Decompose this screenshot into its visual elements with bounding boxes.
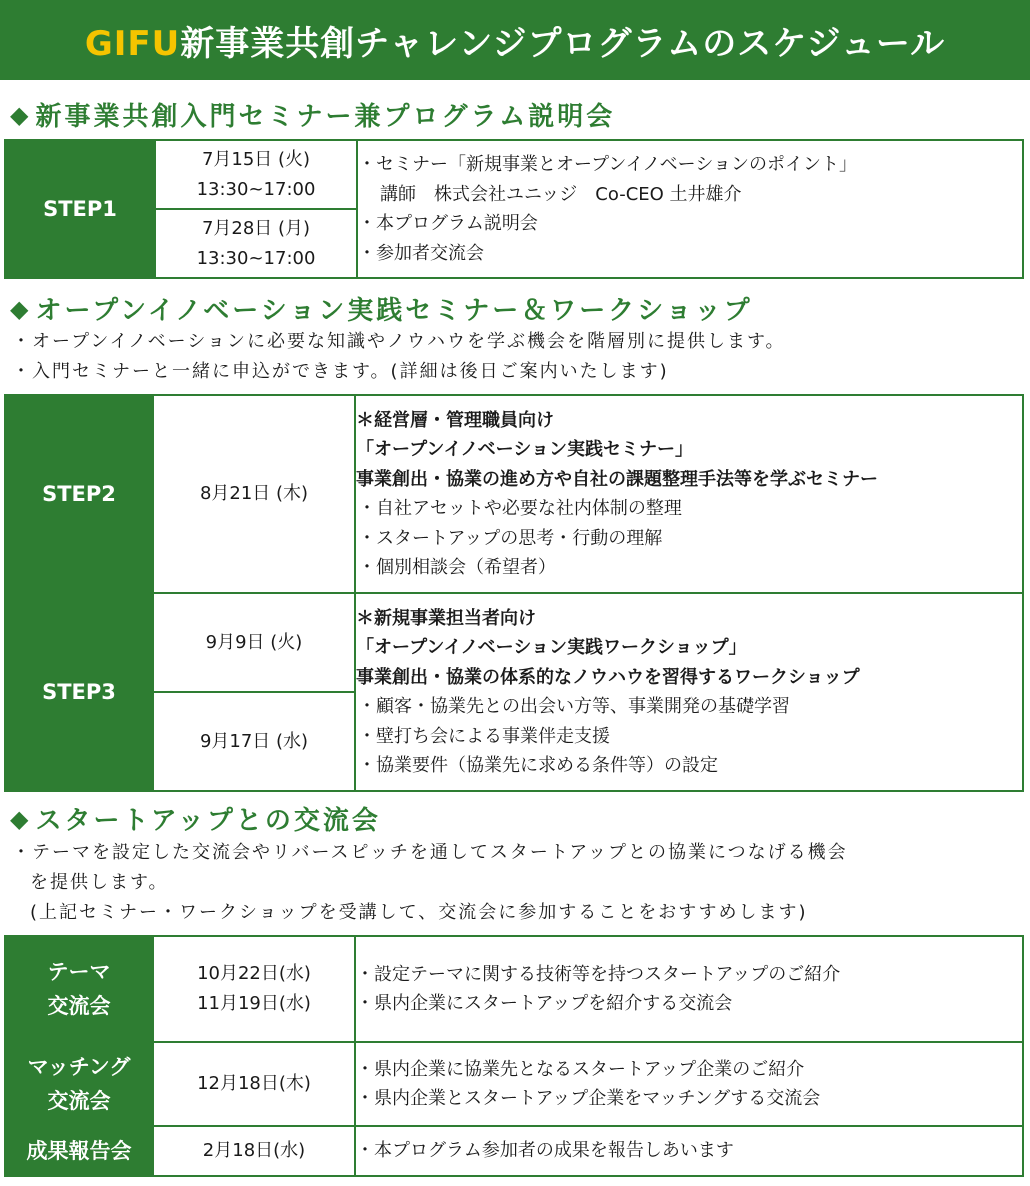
results-report-label: 成果報告会 [5, 1126, 153, 1176]
diamond-icon: ◆ [10, 100, 32, 129]
section1-table [4, 139, 1024, 279]
section2-title: オープンイノベーション実践セミナー＆ワークショップ [35, 296, 753, 326]
diamond-icon: ◆ [10, 294, 32, 323]
detail-line: ・本プログラム説明会 [358, 213, 538, 234]
section3-note-3: (上記セミナー・ワークショップを受講して、交流会に参加することをおすすめします) [30, 902, 808, 923]
step2-summary: 事業創出・協業の進め方や自社の課題整理手法等を学ぶセミナー [356, 468, 878, 490]
date-day: 7月15日 (火) [201, 148, 311, 170]
exchange-matching-label [5, 1042, 153, 1126]
detail-line: ・設定テーマに関する技術等を持つスタートアップのご紹介 [356, 963, 841, 985]
section2-note-2: ・入門セミナーと一緒に申込ができます。(詳細は後日ご案内いたします) [12, 361, 669, 382]
results-report-details: ・本プログラム参加者の成果を報告しあいます [355, 1126, 1023, 1176]
diamond-icon: ◆ [10, 804, 32, 833]
results-report-date: 2月18日(水) [153, 1126, 355, 1176]
step3-item: ・協業要件（協業先に求める条件等）の設定 [358, 755, 718, 776]
step3-summary: 事業創出・協業の体系的なノウハウを習得するワークショップ [356, 666, 860, 688]
detail-line: ・県内企業とスタートアップ企業をマッチングする交流会 [356, 1088, 821, 1109]
label-line: 交流会 [47, 994, 111, 1018]
date-time: 13:30~17:00 [196, 247, 316, 269]
section3-table [4, 935, 1024, 1177]
step2-name: 「オープンイノベーション実践セミナー」 [356, 439, 693, 460]
step3-item: ・壁打ち会による事業伴走支援 [358, 725, 610, 747]
exchange-matching-details [355, 1042, 1023, 1126]
step1-label: STEP1 [5, 140, 155, 278]
exchange-theme-dates [153, 936, 355, 1042]
detail-line: ・セミナー「新規事業とオープンイノベーションのポイント」 [358, 154, 857, 175]
step3-date-1: 9月9日 (火) [153, 593, 355, 692]
step1-date-2 [155, 209, 357, 278]
title-text: 新事業共創チャレンジプログラムのスケジュール [180, 23, 946, 64]
detail-line: 講師 株式会社ユニッジ Co-CEO 土井雄介 [380, 183, 742, 205]
title-banner [0, 0, 1030, 80]
title-brand: GIFU [84, 23, 181, 64]
step2-label: STEP2 [5, 395, 153, 593]
label-line: テーマ [47, 960, 111, 984]
detail-line: ・県内企業に協業先となるスタートアップ企業のご紹介 [356, 1058, 805, 1080]
step3-target: ＊新規事業担当者向け [356, 607, 536, 629]
section1-title: 新事業共創入門セミナー兼プログラム説明会 [35, 102, 616, 132]
step1-date-1 [155, 140, 357, 209]
section3-note-1: ・テーマを設定した交流会やリバースピッチを通してスタートアップとの協業につなげる機会 [12, 842, 848, 863]
date-day: 7月28日 (月) [201, 217, 311, 239]
step3-item: ・顧客・協業先との出会い方等、事業開発の基礎学習 [358, 696, 790, 717]
exchange-matching-date: 12月18日(木) [153, 1042, 355, 1126]
step2-item: ・スタートアップの思考・行動の理解 [358, 527, 663, 549]
section3-note-2: を提供します。 [30, 872, 169, 893]
step3-details [355, 593, 1023, 791]
section1-heading [10, 96, 615, 133]
step2-details [355, 395, 1023, 593]
step3-label: STEP3 [5, 593, 153, 791]
date-line: 10月22日(水) [197, 963, 311, 984]
section2-heading [10, 290, 753, 327]
page-title [85, 16, 945, 65]
section2-note-1: ・オープンイノベーションに必要な知識やノウハウを学ぶ機会を階層別に提供します。 [12, 331, 786, 352]
step2-item: ・個別相談会（希望者） [358, 557, 556, 578]
section3-title: スタートアップとの交流会 [35, 806, 381, 836]
label-line: マッチング [27, 1055, 131, 1079]
detail-line: ・県内企業にスタートアップを紹介する交流会 [356, 993, 733, 1014]
section3-heading [10, 800, 381, 837]
step1-details [357, 140, 1023, 278]
step2-date: 8月21日 (木) [153, 395, 355, 593]
exchange-theme-details [355, 936, 1023, 1042]
section2-table [4, 394, 1024, 792]
step2-item: ・自社アセットや必要な社内体制の整理 [358, 498, 682, 519]
label-line: 交流会 [47, 1089, 111, 1113]
date-line: 11月19日(水) [197, 993, 311, 1014]
step3-date-2: 9月17日 (水) [153, 692, 355, 791]
detail-line: ・参加者交流会 [358, 242, 484, 264]
step3-name: 「オープンイノベーション実践ワークショップ」 [356, 637, 747, 658]
date-time: 13:30~17:00 [196, 178, 316, 200]
step2-target: ＊経営層・管理職員向け [356, 409, 554, 431]
exchange-theme-label [5, 936, 153, 1042]
